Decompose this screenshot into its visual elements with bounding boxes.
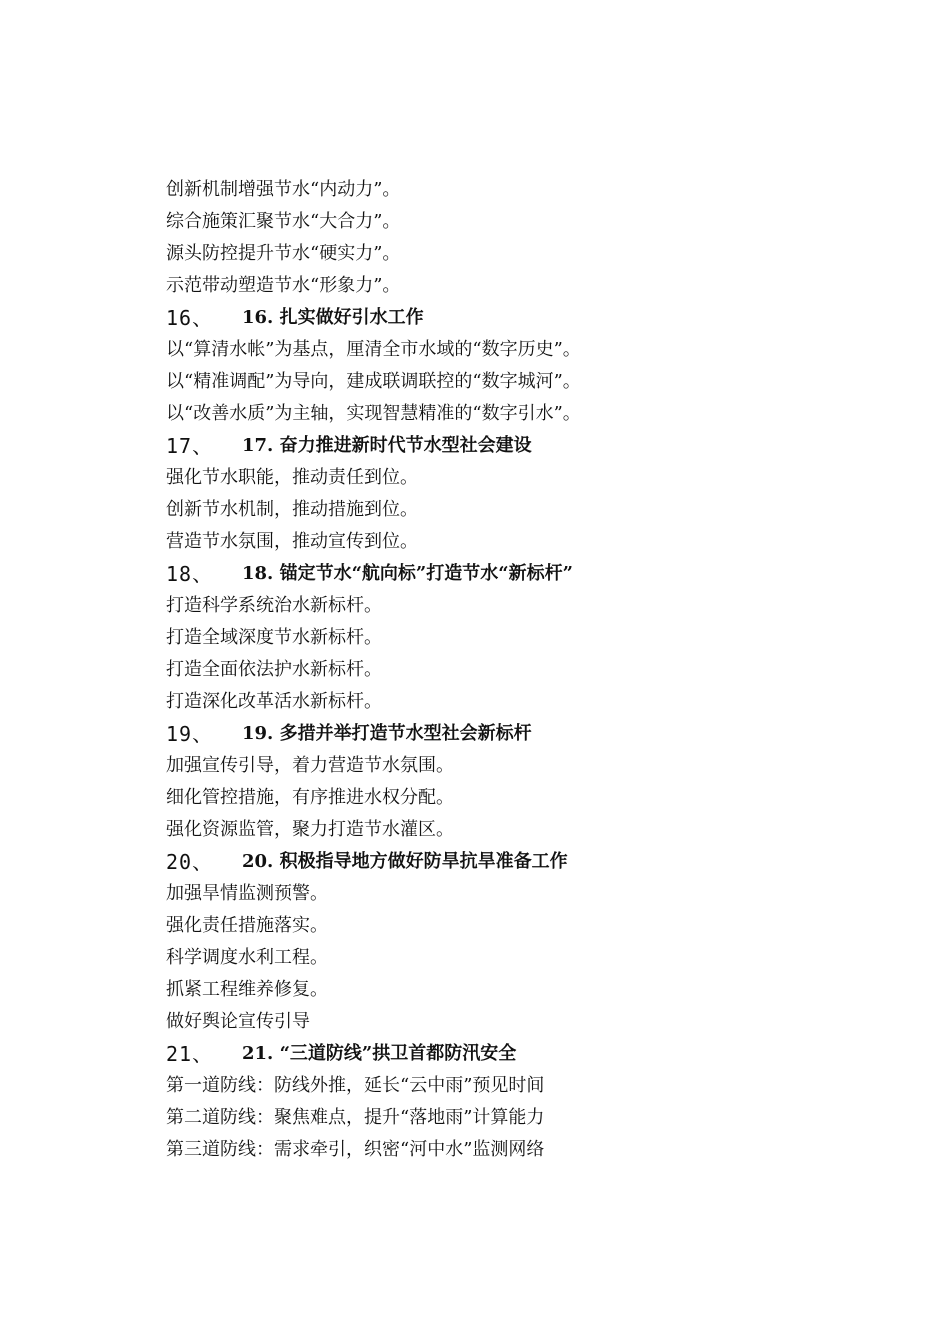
list-item: 第一道防线：防线外推，延长“云中雨”预见时间 (166, 1075, 545, 1096)
list-item: 第二道防线：聚焦难点，提升“落地雨”计算能力 (166, 1107, 545, 1128)
list-item: 做好舆论宣传引导 (166, 1011, 310, 1032)
list-item: 营造节水氛围，推动宣传到位。 (166, 531, 418, 552)
section (166, 302, 866, 430)
section (166, 558, 866, 718)
list-item: 创新节水机制，推动措施到位。 (166, 499, 418, 520)
document-body (166, 174, 866, 1166)
section-number: 20、 (166, 850, 214, 874)
list-item: 细化管控措施，有序推进水权分配。 (166, 787, 454, 808)
section-title: 19. 多措并举打造节水型社会新标杆 (242, 723, 532, 744)
section-heading (166, 430, 866, 462)
section-heading (166, 1038, 866, 1070)
list-item: 强化资源监管，聚力打造节水灌区。 (166, 819, 454, 840)
list-item: 综合施策汇聚节水“大合力”。 (166, 211, 401, 232)
section (166, 430, 866, 558)
list-item: 以“改善水质”为主轴，实现智慧精准的“数字引水”。 (166, 403, 581, 424)
section-title: 18. 锚定节水“航向标”打造节水“新标杆” (242, 563, 573, 584)
list-item: 第三道防线：需求牵引，织密“河中水”监测网络 (166, 1139, 545, 1160)
list-item: 创新机制增强节水“内动力”。 (166, 179, 401, 200)
section (166, 718, 866, 846)
section-number: 21、 (166, 1042, 214, 1066)
list-item: 抓紧工程维养修复。 (166, 979, 328, 1000)
section-title: 20. 积极指导地方做好防旱抗旱准备工作 (242, 851, 568, 872)
section-title: 16. 扎实做好引水工作 (242, 307, 424, 328)
list-item: 科学调度水利工程。 (166, 947, 328, 968)
list-item: 加强宣传引导，着力营造节水氛围。 (166, 755, 454, 776)
section-number: 16、 (166, 306, 214, 330)
section-heading (166, 718, 866, 750)
list-item: 强化节水职能，推动责任到位。 (166, 467, 418, 488)
list-item: 以“精准调配”为导向，建成联调联控的“数字城河”。 (166, 371, 581, 392)
section-title: 17. 奋力推进新时代节水型社会建设 (242, 435, 532, 456)
list-item: 强化责任措施落实。 (166, 915, 328, 936)
section (166, 846, 866, 1038)
list-item: 打造科学系统治水新标杆。 (166, 595, 382, 616)
list-item: 加强旱情监测预警。 (166, 883, 328, 904)
section-heading (166, 302, 866, 334)
section-heading (166, 846, 866, 878)
section-number: 19、 (166, 722, 214, 746)
section (166, 1038, 866, 1166)
list-item: 源头防控提升节水“硬实力”。 (166, 243, 401, 264)
list-item: 打造深化改革活水新标杆。 (166, 691, 382, 712)
section-number: 18、 (166, 562, 214, 586)
section-heading (166, 558, 866, 590)
list-item: 打造全域深度节水新标杆。 (166, 627, 382, 648)
list-item: 示范带动塑造节水“形象力”。 (166, 275, 401, 296)
section-title: 21. “三道防线”拱卫首都防汛安全 (242, 1043, 517, 1064)
list-item: 打造全面依法护水新标杆。 (166, 659, 382, 680)
section-number: 17、 (166, 434, 214, 458)
list-item: 以“算清水帐”为基点，厘清全市水域的“数字历史”。 (166, 339, 581, 360)
section (166, 174, 866, 302)
